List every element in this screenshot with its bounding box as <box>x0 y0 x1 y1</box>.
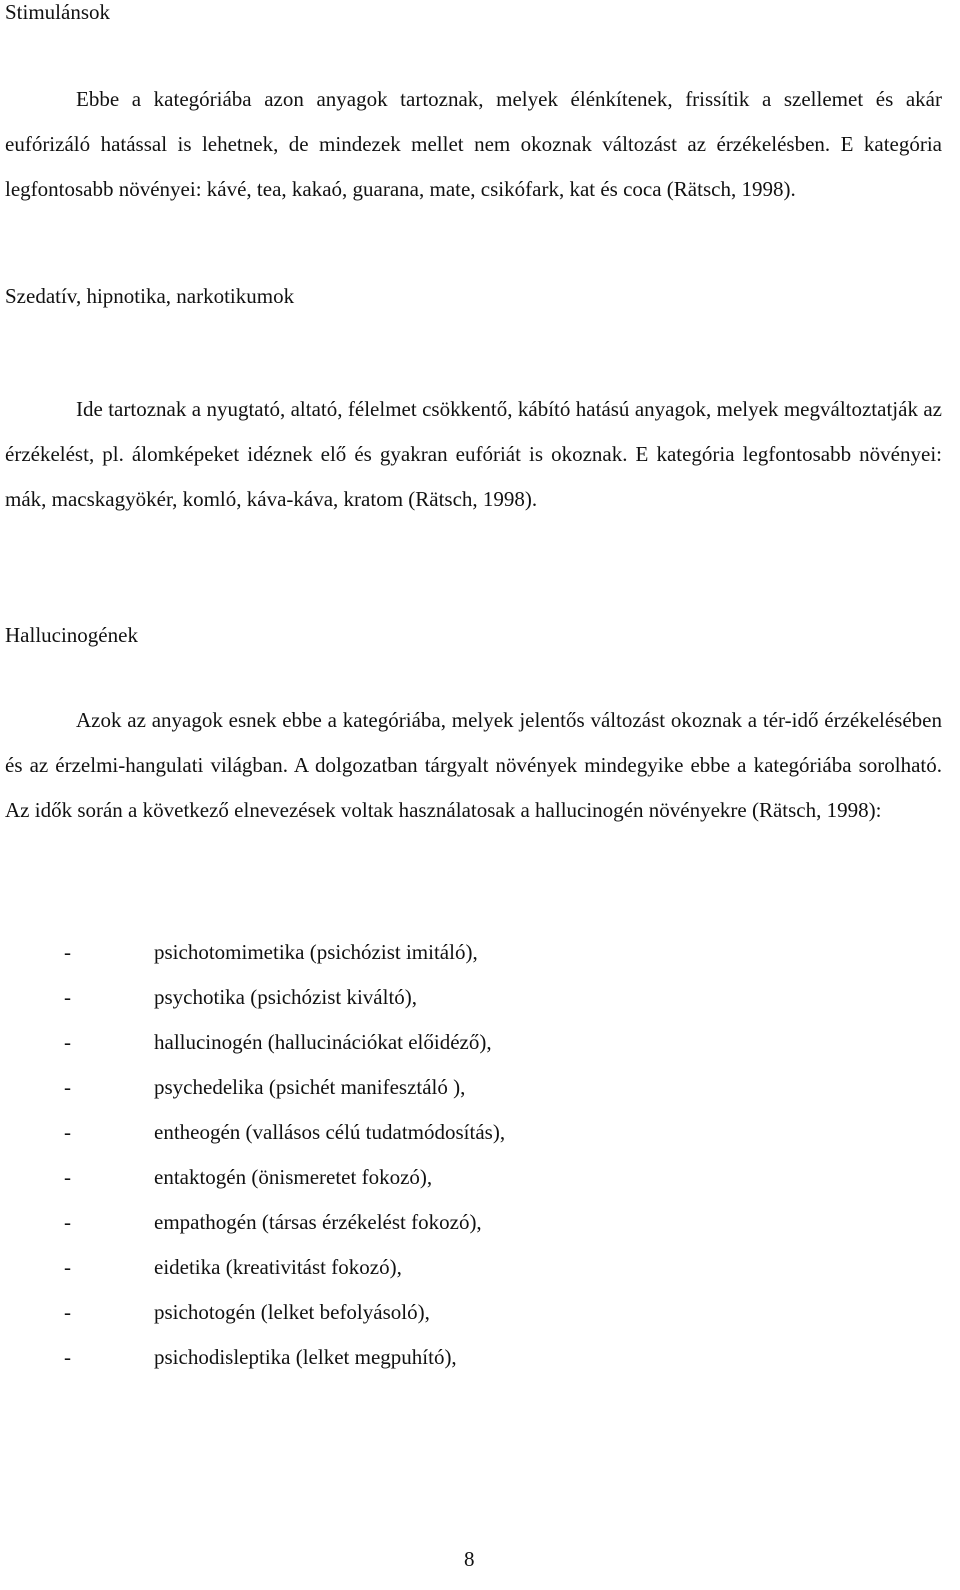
list-bullet: - <box>64 1120 71 1144</box>
list-item-text: entaktogén (önismeretet fokozó), <box>154 1165 433 1189</box>
list-item-text: hallucinogén (hallucinációkat előidéző), <box>154 1030 492 1054</box>
paragraph-text: Ebbe a kategóriába azon anyagok tartoznak, melyek élénkítenek, frissítik a szellemet és akár eufórizáló hatással is lehetnek, de mindezek mellet nem okoznak változást az érzékelésben. E kategória legfontosabb növényei: kávé, tea, kakaó, guarana, mate, csikófark, kat és coca (Rätsch, 1998). <box>5 87 942 201</box>
section-paragraph-szedativ <box>5 387 942 522</box>
list-bullet: - <box>64 1255 71 1279</box>
list-bullet: - <box>64 1300 71 1324</box>
list-item-text: eidetika (kreativitást fokozó), <box>154 1255 402 1279</box>
section-heading-stimulansok: Stimulánsok <box>5 0 111 24</box>
list-bullet: - <box>64 985 71 1009</box>
list-item-text: psychotika (psichózist kiváltó), <box>154 985 418 1009</box>
list-item-text: psichotomimetika (psichózist imitáló), <box>154 940 478 964</box>
paragraph-text: Ide tartoznak a nyugtató, altató, félelmet csökkentő, kábító hatású anyagok, melyek megváltoztatják az érzékelést, pl. álomképeket idéznek elő és gyakran eufóriát is okoznak. E kategória legfontosabb növényei: mák, macskagyökér, komló, káva-káva, kratom (Rätsch, 1998). <box>5 397 942 511</box>
list-item-text: psichotogén (lelket befolyásoló), <box>154 1300 430 1324</box>
paragraph-text: Azok az anyagok esnek ebbe a kategóriába, melyek jelentős változást okoznak a tér-idő érzékelésében és az érzelmi-hangulati világban. A dolgozatban tárgyalt növények mindegyike ebbe a kategóriába sorolható. Az idők során a következő elnevezések voltak használatosak a hallucinogén növényekre (Rätsch, 1998): <box>5 708 942 822</box>
list-bullet: - <box>64 1075 71 1099</box>
list-bullet: - <box>64 940 71 964</box>
section-paragraph-stimulansok <box>5 77 942 212</box>
list-item-text: entheogén (vallásos célú tudatmódosítás), <box>154 1120 506 1144</box>
list-bullet: - <box>64 1030 71 1054</box>
list-item-text: empathogén (társas érzékelést fokozó), <box>154 1210 482 1234</box>
section-heading-szedativ: Szedatív, hipnotika, narkotikumok <box>5 284 295 308</box>
section-paragraph-hallucinogenek <box>5 698 942 833</box>
list-bullet: - <box>64 1165 71 1189</box>
page-number: 8 <box>464 1547 475 1571</box>
list-item-text: psichodisleptika (lelket megpuhító), <box>154 1345 457 1369</box>
list-item-text: psychedelika (psichét manifesztáló ), <box>154 1075 466 1099</box>
list-bullet: - <box>64 1210 71 1234</box>
section-heading-hallucinogenek: Hallucinogének <box>5 623 138 647</box>
list-bullet: - <box>64 1345 71 1369</box>
